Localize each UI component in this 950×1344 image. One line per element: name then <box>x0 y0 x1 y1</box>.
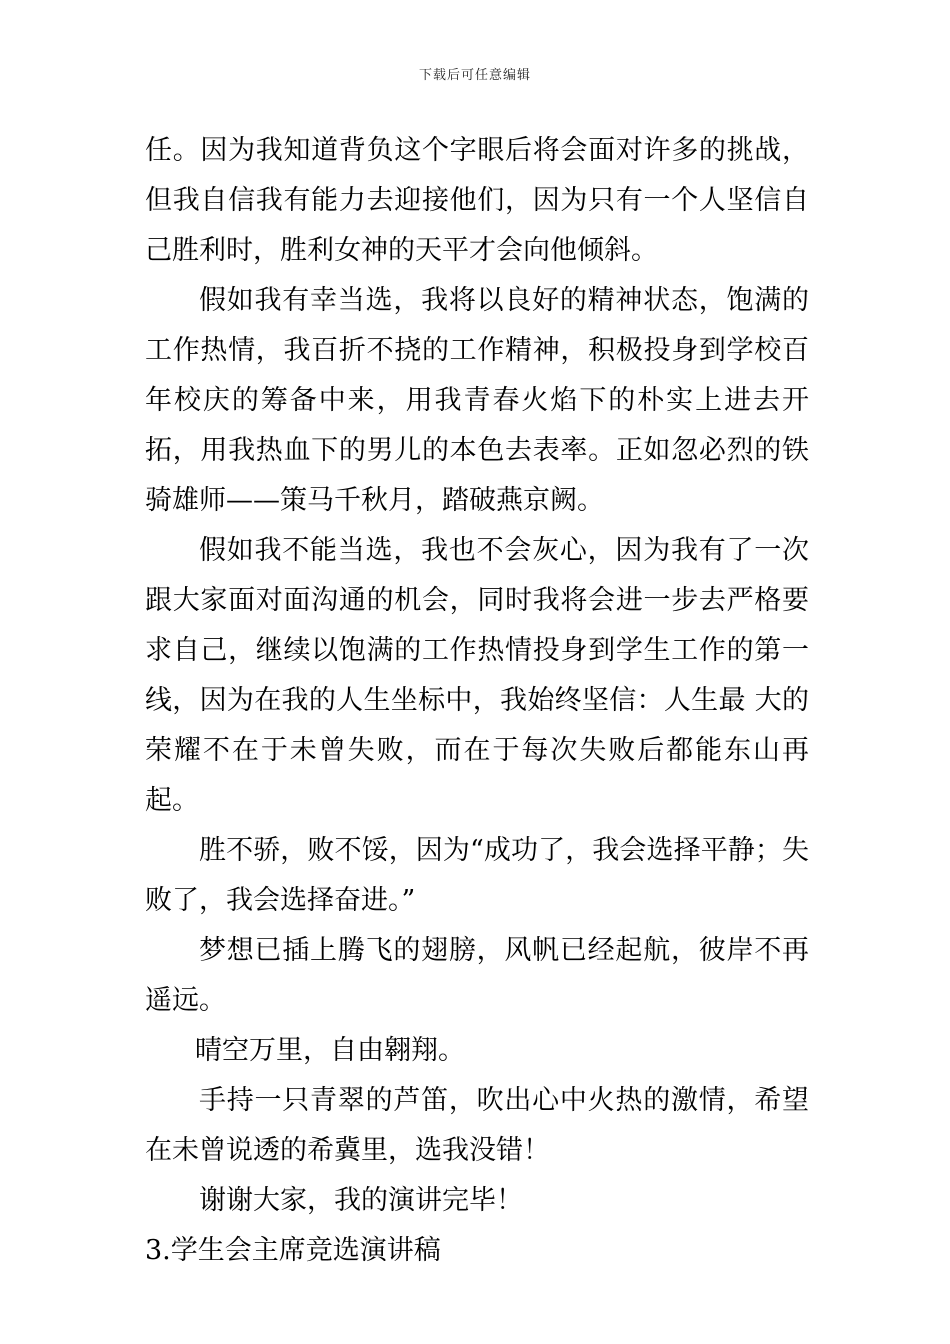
page-header: 下载后可任意编辑 <box>418 68 531 83</box>
paragraph-sky: 晴空万里，自由翱翔。 <box>195 1035 465 1066</box>
paragraph-if-elected: 假如我有幸当选，我将以良好的精神状态，饱满的工作热情，我百折不挠的工作精神，积极投身到学校百年校庆的筹备中来，用我青春火焰下的朴实上进去开拓，用我热血下的男儿的本色去表率。正如忽必烈的铁骑雄师——策马千秋月，踏破燕京阙。 <box>145 285 809 516</box>
paragraph-if-not-elected: 假如我不能当选，我也不会灰心，因为我有了一次跟大家面对面沟通的机会，同时我将会进一步去严格要求自己，继续以饱满的工作热情投身到学生工作的第一线，因为在我的人生坐标中，我始终坚信：人生最 大的荣耀不在于未曾失败，而在于每次失败后都能东山再起。 <box>145 535 809 816</box>
paragraph-flute: 手持一只青翠的芦笛，吹出心中火热的激情，希望在未曾说透的希冀里，选我没错！ <box>145 1085 809 1166</box>
document-body <box>145 126 809 1276</box>
paragraph-thanks: 谢谢大家，我的演讲完毕！ <box>199 1185 523 1216</box>
paragraph-dream: 梦想已插上腾飞的翅膀，风帆已经起航，彼岸不再遥远。 <box>145 935 809 1016</box>
paragraph-continuation: 任。因为我知道背负这个字眼后将会面对许多的挑战，但我自信我有能力去迎接他们，因为只有一个人坚信自己胜利时，胜利女神的天平才会向他倾斜。 <box>145 135 809 266</box>
paragraph-win-lose: 胜不骄，败不馁，因为“成功了，我会选择平静；失败了，我会选择奋进。” <box>145 835 809 916</box>
section-heading: 3.学生会主席竞选演讲稿 <box>145 1235 441 1266</box>
